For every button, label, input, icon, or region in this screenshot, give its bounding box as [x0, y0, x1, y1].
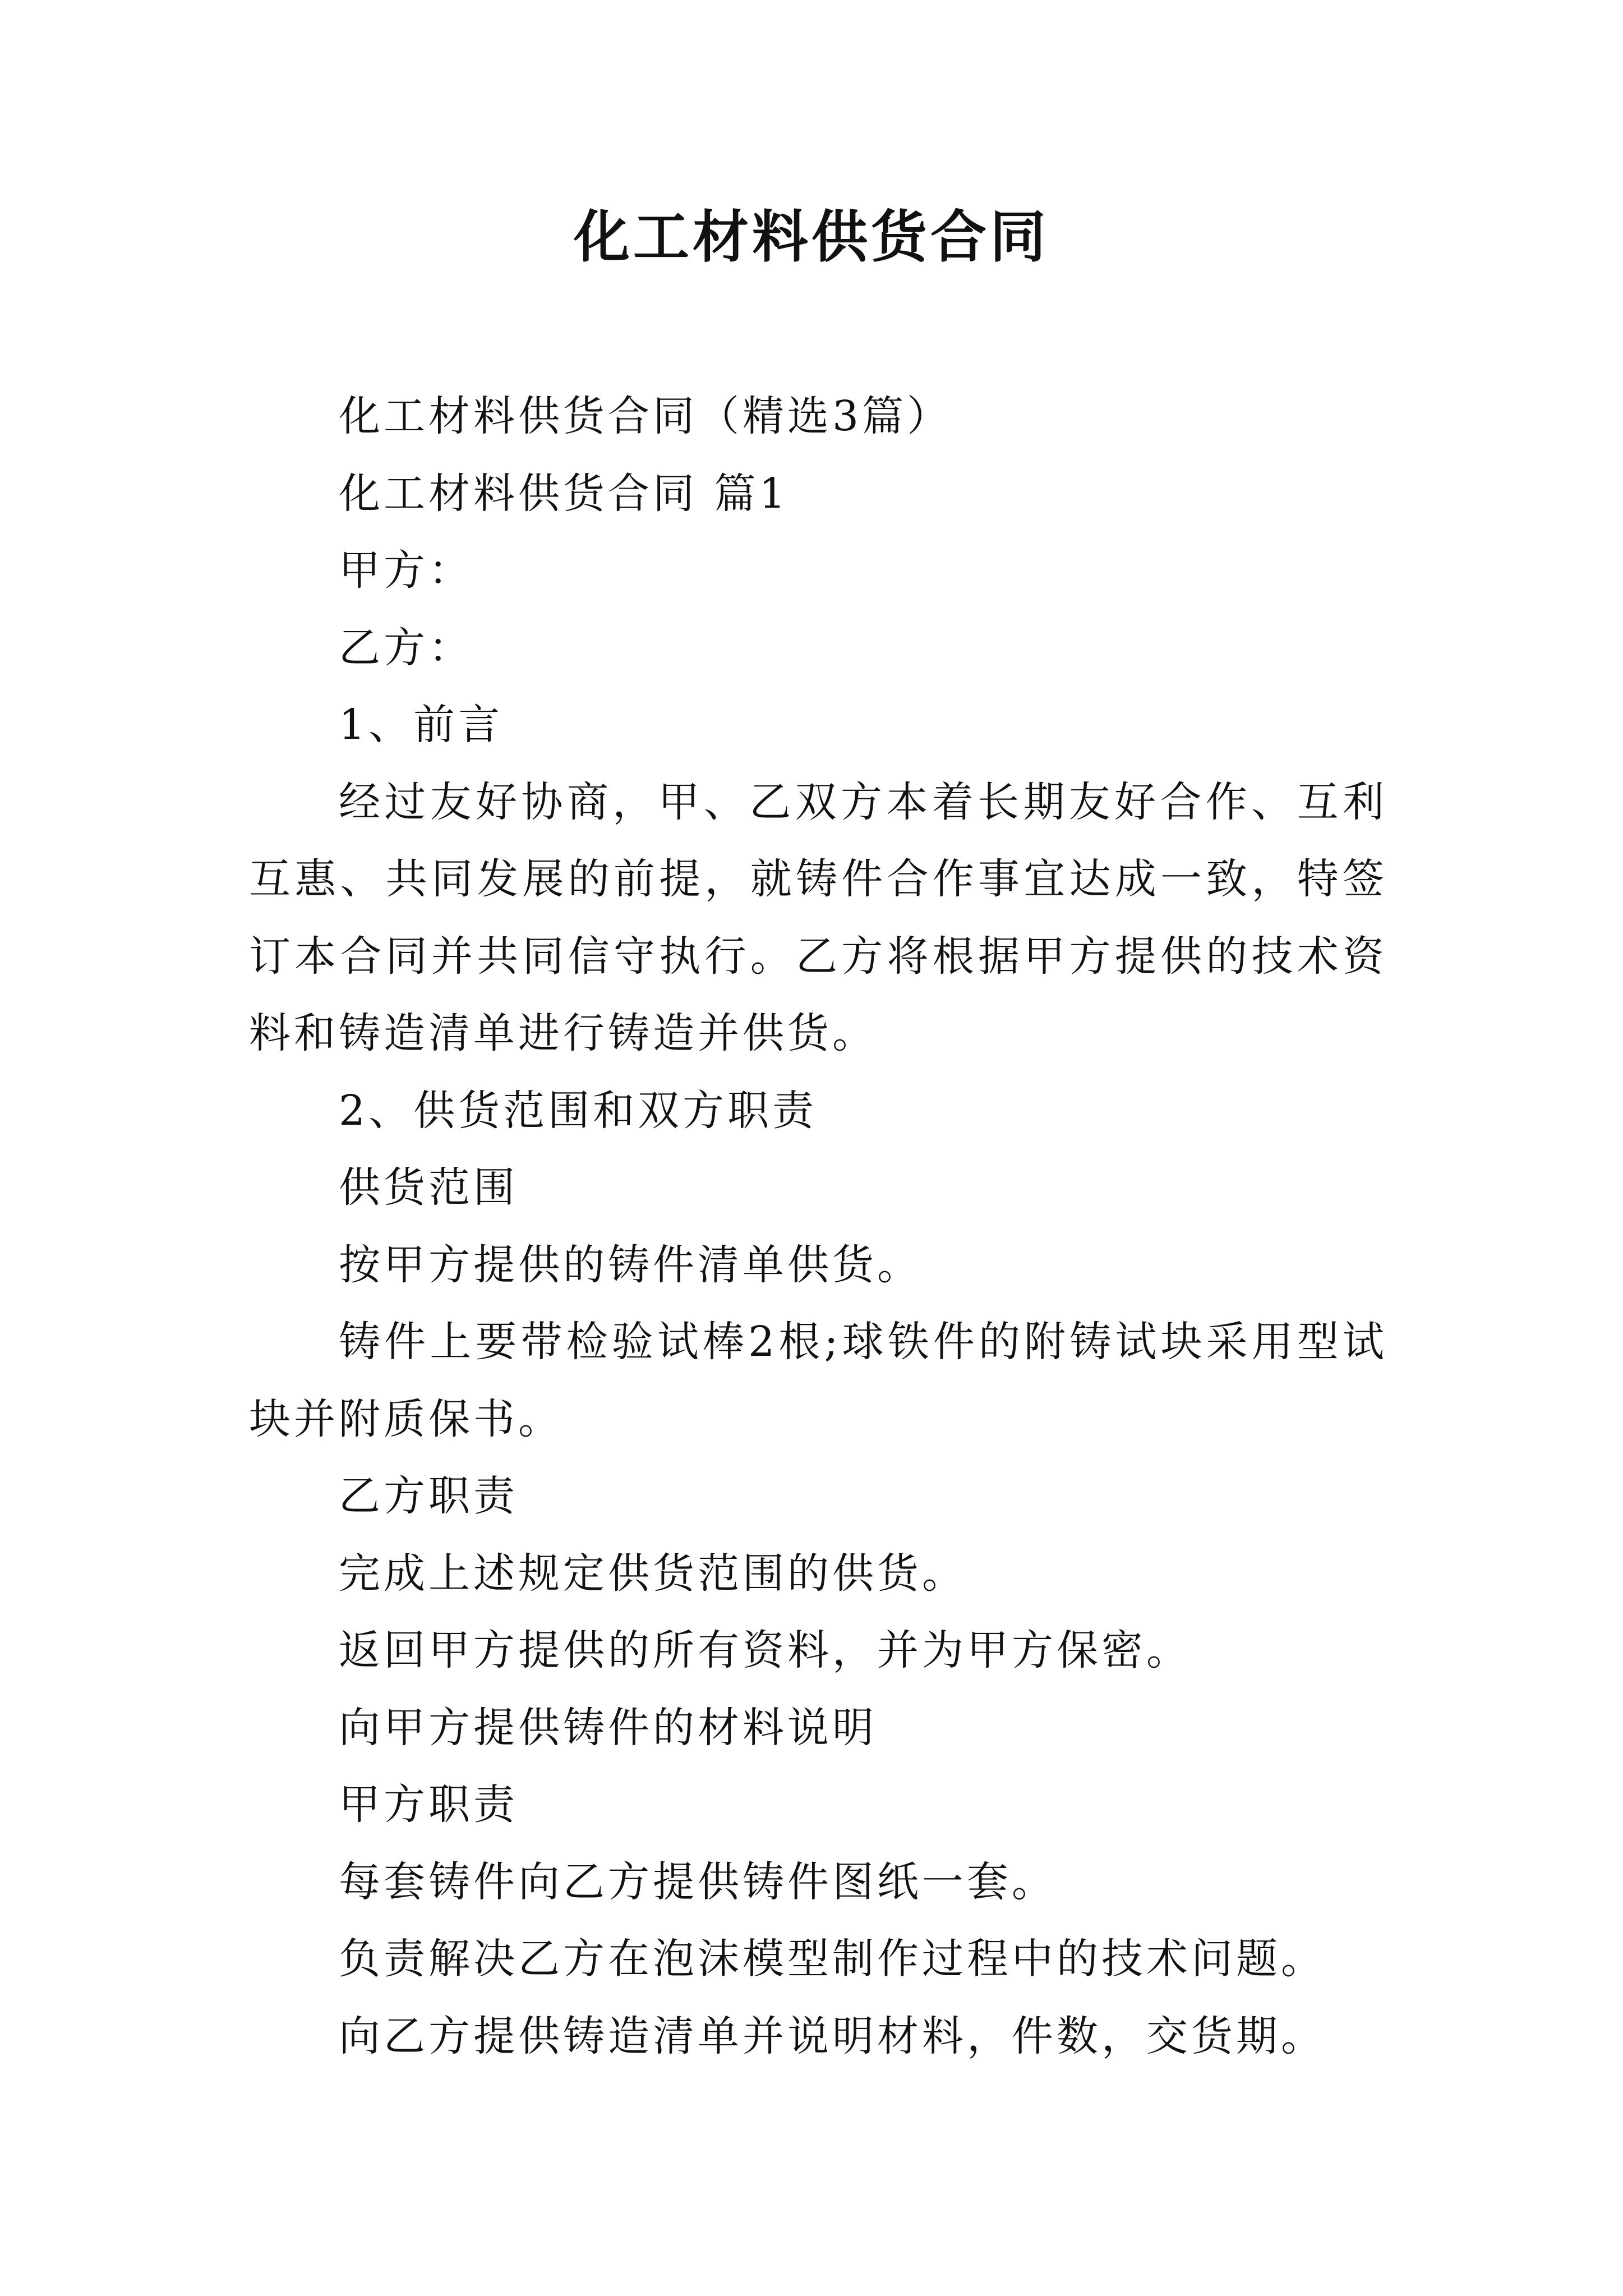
paragraph-party-b-duty-2: 返回甲方提供的所有资料，并为甲方保密。 — [339, 1626, 1191, 1674]
paragraph-subtitle: 化工材料供货合同（精选3篇） — [339, 392, 952, 440]
document-body — [249, 378, 1387, 2075]
paragraph-chapter-heading: 化工材料供货合同 篇1 — [339, 469, 789, 518]
paragraph-party-b-duty-3: 向甲方提供铸件的材料说明 — [339, 1703, 877, 1752]
paragraph-section-scope: 2、供货范围和双方职责 — [339, 1086, 818, 1135]
paragraph-party-a-duty-1: 每套铸件向乙方提供铸件图纸一套。 — [339, 1857, 1057, 1906]
document-title: 化工材料供货合同 — [574, 204, 1049, 270]
paragraph-preface-body: 经过友好协商，甲、乙双方本着长期友好合作、互利互惠、共同发展的前提，就铸件合作事宜达成一致，特签订本合同并共同信守执行。乙方将根据甲方提供的技术资料和铸造清单进行铸造并供货。 — [249, 777, 1387, 1057]
paragraph-scope-item-1: 按甲方提供的铸件清单供货。 — [339, 1240, 922, 1289]
paragraph-party-a: 甲方： — [339, 546, 473, 595]
paragraph-party-a-duty-3: 向乙方提供铸造清单并说明材料，件数，交货期。 — [339, 2012, 1326, 2060]
paragraph-party-b-duties-heading: 乙方职责 — [339, 1472, 518, 1520]
paragraph-party-b: 乙方： — [339, 623, 473, 672]
paragraph-scope-heading: 供货范围 — [339, 1163, 518, 1212]
paragraph-party-a-duties-heading: 甲方职责 — [339, 1780, 518, 1829]
paragraph-party-a-duty-2: 负责解决乙方在泡沫模型制作过程中的技术问题。 — [339, 1935, 1326, 1983]
paragraph-party-b-duty-1: 完成上述规定供货范围的供货。 — [339, 1549, 967, 1598]
paragraph-scope-item-2: 铸件上要带检验试棒2根;球铁件的附铸试块采用型试块并附质保书。 — [249, 1318, 1387, 1443]
paragraph-section-preface: 1、前言 — [339, 701, 504, 749]
